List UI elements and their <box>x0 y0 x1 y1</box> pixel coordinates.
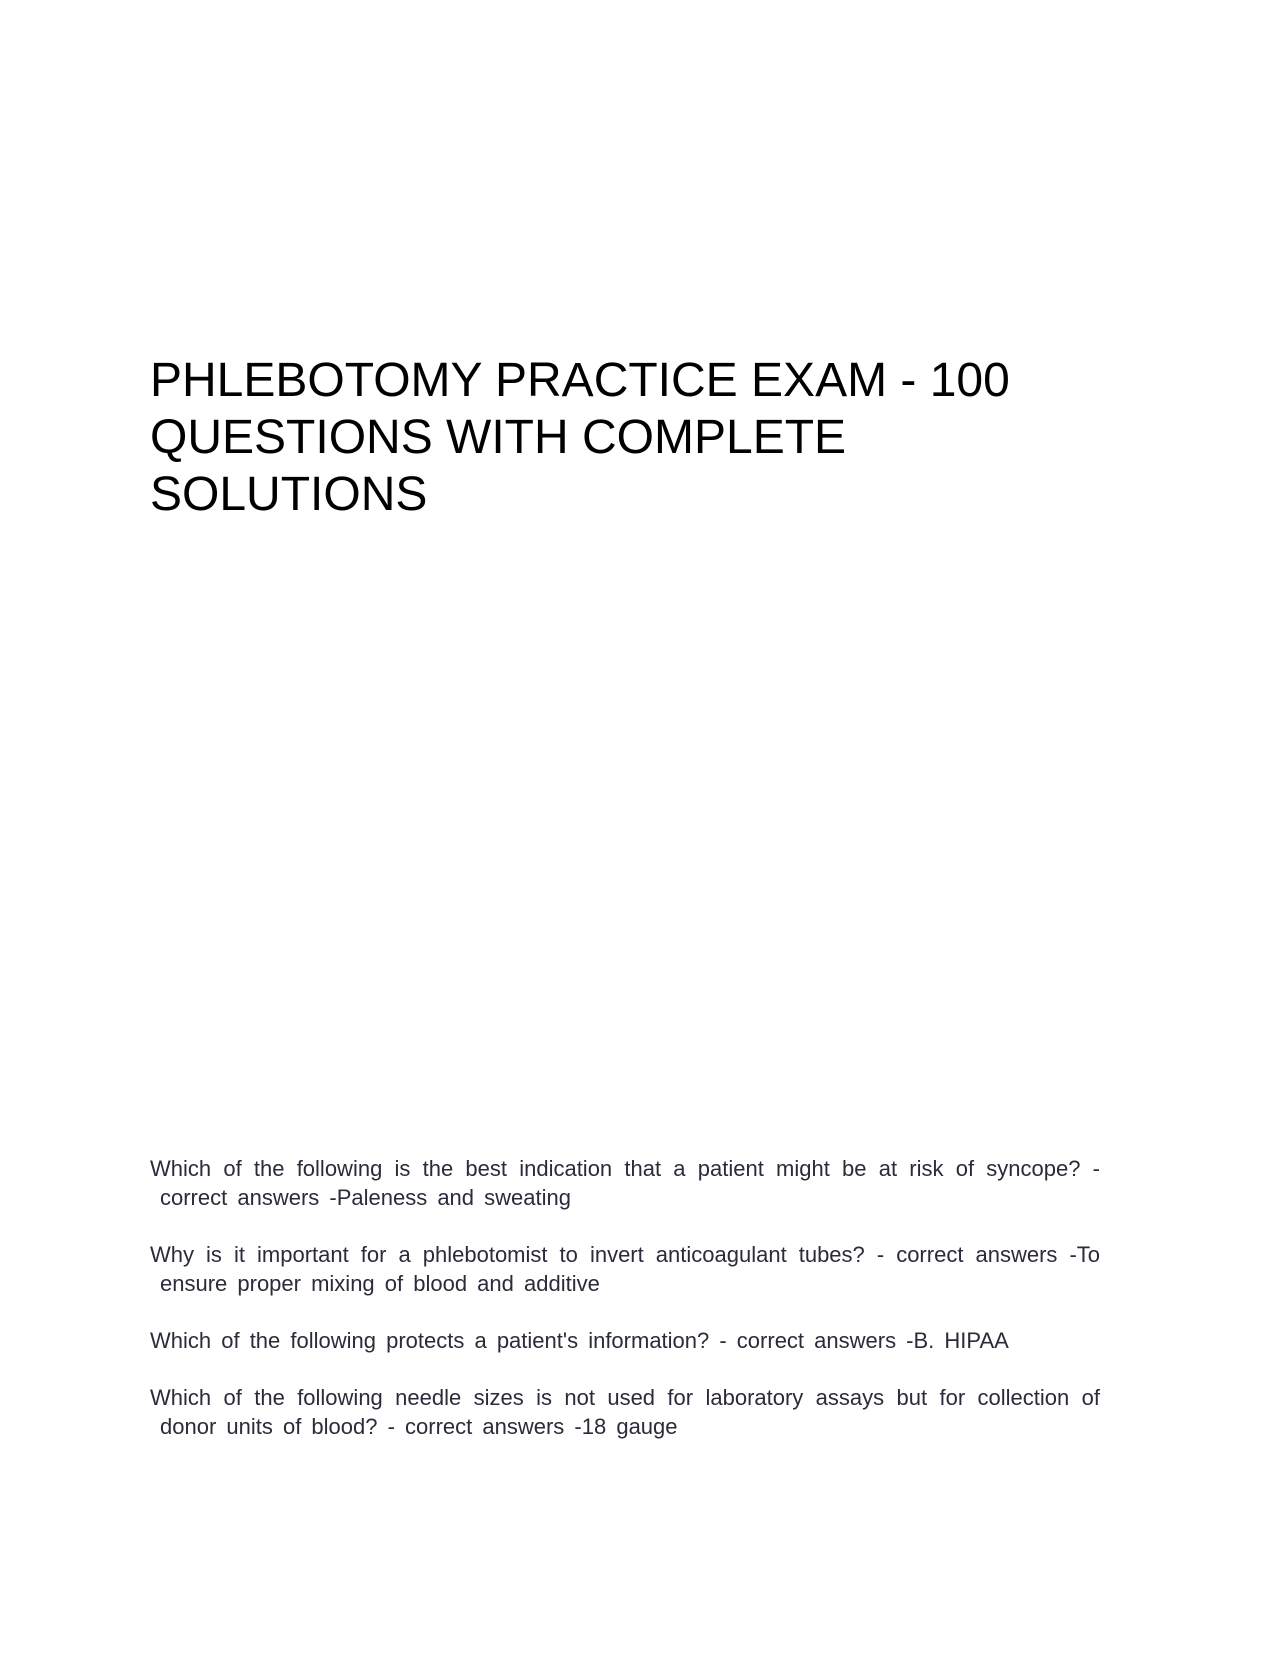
document-title: PHLEBOTOMY PRACTICE EXAM - 100 QUESTIONS WITH COMPLETE SOLUTIONS <box>150 354 1010 521</box>
question-answer-item: Which of the following protects a patient's information? - correct answers -B. HIPAA <box>150 1328 1009 1353</box>
question-answer-item: Why is it important for a phlebotomist to invert anticoagulant tubes? - correct answers -To ensure proper mixing of blood and additive <box>150 1242 1100 1296</box>
question-answer-list <box>150 1154 1100 1469</box>
question-answer-item: Which of the following needle sizes is not used for laboratory assays but for collection of donor units of blood? - correct answers -18 gauge <box>150 1385 1100 1439</box>
question-answer-item: Which of the following is the best indication that a patient might be at risk of syncope? - correct answers -Paleness and sweating <box>150 1156 1100 1210</box>
